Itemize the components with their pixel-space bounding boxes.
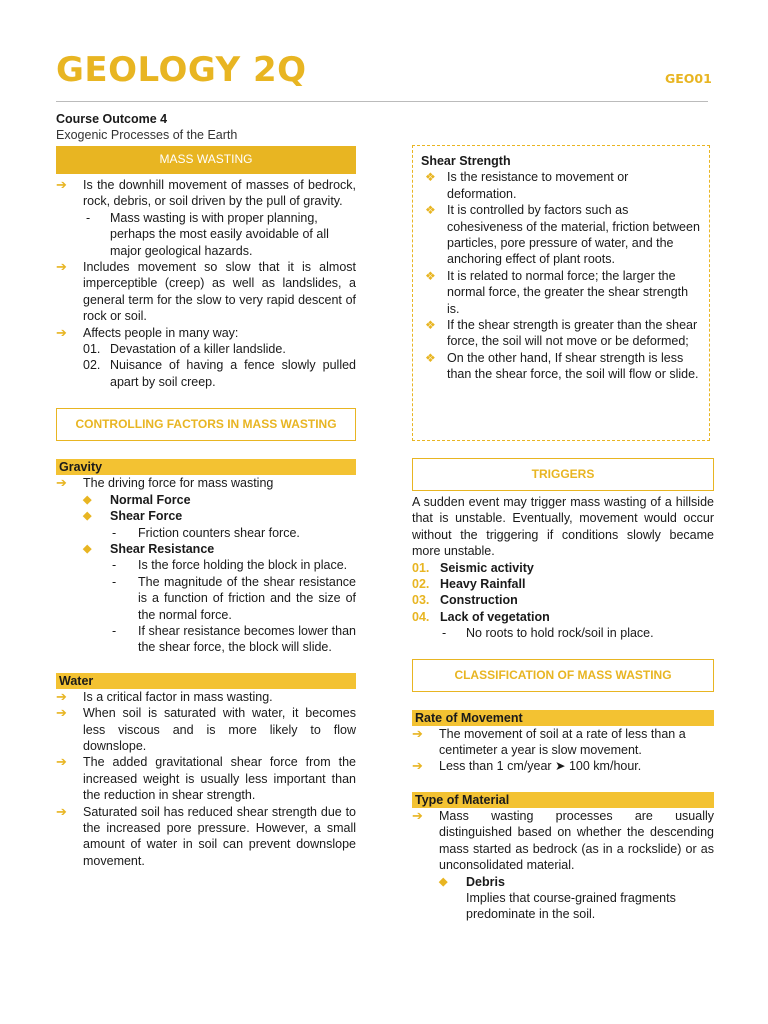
fleur-icon: ❖ bbox=[425, 170, 436, 185]
list-item: 02. Nuisance of having a fence slowly pulled apart by soil creep. bbox=[83, 358, 356, 389]
arrow-icon: ➔ bbox=[56, 803, 67, 819]
list-item: 03. Construction bbox=[412, 593, 518, 608]
list-item: - If shear resistance becomes lower than the shear force, the block will slide. bbox=[112, 623, 356, 655]
gravity-heading: Gravity bbox=[56, 459, 356, 475]
arrow-icon: ➔ bbox=[412, 725, 423, 741]
list-item: 02. Heavy Rainfall bbox=[412, 577, 526, 592]
list-item: ❖ It is related to normal force; the larger the normal force, the greater the shear strength is. bbox=[425, 268, 689, 316]
fleur-icon: ❖ bbox=[425, 318, 436, 333]
arrow-icon: ➔ bbox=[56, 177, 67, 192]
list-item: ◆ Shear Resistance bbox=[83, 541, 215, 556]
course-subtitle: Exogenic Processes of the Earth bbox=[56, 128, 238, 142]
rate-of-movement-heading: Rate of Movement bbox=[412, 710, 714, 726]
fleur-icon: ❖ bbox=[425, 350, 436, 365]
left-column bbox=[56, 146, 356, 869]
list-item: ➔ The driving force for mass wasting bbox=[56, 475, 274, 491]
list-item: ➔ When soil is saturated with water, it becomes less viscous and is more likely to flow downslope. bbox=[56, 705, 356, 753]
list-item: - Friction counters shear force. bbox=[112, 525, 300, 540]
list-item: - The magnitude of the shear resistance is a function of friction and the size of the normal force. bbox=[112, 574, 356, 622]
right-column bbox=[412, 458, 714, 923]
shear-strength-heading: Shear Strength bbox=[421, 154, 511, 168]
fleur-icon: ❖ bbox=[425, 203, 436, 218]
dash-icon: - bbox=[112, 525, 117, 540]
list-item: 01. Seismic activity bbox=[412, 560, 534, 575]
mass-wasting-heading: MASS WASTING bbox=[56, 146, 356, 174]
diamond-icon: ◆ bbox=[83, 510, 92, 523]
dash-icon: - bbox=[112, 558, 117, 573]
list-item: ◆ Shear Force bbox=[83, 509, 183, 524]
arrow-icon: ➔ bbox=[56, 259, 67, 275]
arrow-icon: ➔ bbox=[412, 758, 423, 774]
course-code: GEO01 bbox=[665, 71, 712, 86]
list-item: ➔ Affects people in many way: bbox=[56, 324, 239, 340]
page-title: GEOLOGY 2Q bbox=[56, 50, 307, 90]
dash-icon: - bbox=[112, 574, 117, 589]
dash-icon: - bbox=[442, 626, 447, 641]
diamond-icon: ◆ bbox=[83, 542, 92, 555]
list-item: 04. Lack of vegetation bbox=[412, 609, 550, 624]
list-item: ➔ Less than 1 cm/year ➤ 100 km/hour. bbox=[412, 758, 642, 774]
header-divider bbox=[56, 101, 708, 102]
list-item: ➔ Is the downhill movement of masses of bedrock, rock, debris, or soil driven by the pull of gravity. bbox=[56, 177, 356, 209]
fleur-icon: ❖ bbox=[425, 268, 436, 283]
list-item: ➔ Mass wasting processes are usually distinguished based on whether the descending mass started as bedrock (as in a rockslide) or as unconsolidated material. bbox=[412, 807, 714, 873]
classification-heading: CLASSIFICATION OF MASS WASTING bbox=[412, 659, 714, 692]
water-heading: Water bbox=[56, 673, 356, 689]
list-item: ➔ Saturated soil has reduced shear strength due to the increased pore pressure. However, a small amount of water in soil can prevent downslope movement. bbox=[56, 803, 356, 868]
arrow-icon: ➔ bbox=[56, 705, 67, 721]
diamond-icon: ◆ bbox=[83, 493, 92, 506]
list-item: ❖ On the other hand, If shear strength is less than the shear force, the soil will flow or slide. bbox=[425, 350, 699, 382]
debris-description: Implies that course-grained fragments predominate in the soil. bbox=[466, 890, 676, 922]
triggers-intro: A sudden event may trigger mass wasting of a hillside that is unstable. Eventually, movement would occur without the triggering if conditions slowly became more unstable. bbox=[412, 495, 714, 559]
list-item: ➔ Is a critical factor in mass wasting. bbox=[56, 688, 273, 704]
list-item: ❖ It is controlled by factors such as cohesiveness of the material, friction between particles, pore pressure of water, and the anchoring effect of plant roots. bbox=[425, 203, 700, 267]
list-item: ◆ Debris bbox=[439, 874, 505, 889]
diamond-icon: ◆ bbox=[439, 875, 448, 888]
list-item: ➔ The added gravitational shear force from the increased weight is usually less important than the reduction in shear strength. bbox=[56, 754, 356, 803]
course-outcome: Course Outcome 4 bbox=[56, 112, 168, 126]
arrow-icon: ➔ bbox=[56, 688, 67, 704]
list-item: ❖ If the shear strength is greater than the shear force, the soil will not move or be deformed; bbox=[425, 318, 698, 349]
list-item: ◆ Normal Force bbox=[83, 492, 191, 507]
arrow-icon: ➔ bbox=[412, 807, 423, 823]
shear-strength-box bbox=[412, 145, 710, 441]
triggers-heading: TRIGGERS bbox=[412, 458, 714, 491]
list-item: ➔ The movement of soil at a rate of less than a centimeter a year is slow movement. bbox=[412, 725, 686, 758]
list-item: - Mass wasting is with proper planning, perhaps the most easily avoidable of all major geological hazards. bbox=[86, 210, 329, 258]
list-item: - Is the force holding the block in place. bbox=[112, 558, 348, 573]
list-item: ➔ Includes movement so slow that it is almost imperceptible (creep) as well as landslides, a general term for the slow to very rapid descent of rock or soil. bbox=[56, 259, 356, 324]
dash-icon: - bbox=[112, 623, 117, 638]
type-of-material-heading: Type of Material bbox=[412, 792, 714, 808]
list-item: ❖ Is the resistance to movement or deformation. bbox=[425, 170, 629, 201]
arrow-icon: ➔ bbox=[56, 324, 67, 340]
list-item: 01. Devastation of a killer landslide. bbox=[83, 342, 286, 357]
arrow-icon: ➔ bbox=[56, 475, 67, 491]
list-item: - No roots to hold rock/soil in place. bbox=[442, 626, 654, 641]
arrow-icon: ➔ bbox=[56, 754, 67, 770]
controlling-factors-heading: CONTROLLING FACTORS IN MASS WASTING bbox=[56, 408, 356, 441]
dash-icon: - bbox=[86, 210, 91, 225]
